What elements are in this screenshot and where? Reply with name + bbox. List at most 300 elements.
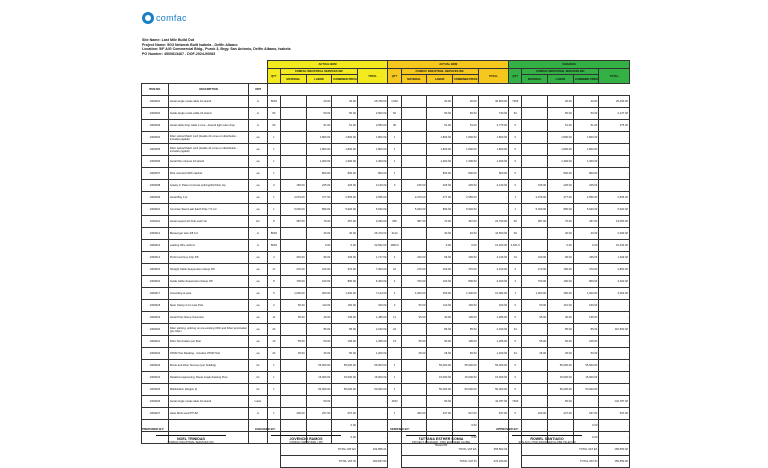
- qty-cell: 24: [509, 324, 522, 336]
- combined-cell: 800.00: [452, 168, 478, 180]
- combined-cell: 50,000.00: [573, 384, 599, 396]
- total-cell: 3,062.00: [599, 288, 630, 300]
- labor-cell: 800.00: [548, 168, 574, 180]
- table-row: [142, 168, 630, 180]
- total-cell: -: [599, 144, 630, 156]
- material-cell: 165.00: [281, 180, 307, 192]
- qty-cell: 1: [267, 192, 280, 204]
- material-cell: 270.00: [281, 264, 307, 276]
- item-no-cell: 1000024: [142, 372, 169, 384]
- labor-cell: 1,800.00: [548, 144, 574, 156]
- total-value: 363,837.83: [357, 456, 387, 468]
- combined-cell: 800.00: [573, 276, 599, 288]
- total-cell: 637.00: [599, 408, 630, 420]
- combined-cell: [573, 396, 599, 408]
- qty-cell: 5: [267, 288, 280, 300]
- total-cell: 3,150.00: [478, 264, 508, 276]
- combined-cell: 2,556.00: [332, 192, 358, 204]
- labor-cell: 85.00: [548, 324, 574, 336]
- total-cell: 32,652.00: [357, 240, 387, 252]
- combined-header: COMBINED PRICE: [332, 75, 358, 84]
- labor-cell: 25.00: [427, 348, 453, 360]
- qty-cell: 4: [388, 276, 401, 288]
- total-cell: -: [599, 432, 630, 444]
- material-cell: 340.00: [401, 252, 427, 264]
- material-cell: [522, 132, 548, 144]
- total-cell: 2,500.00: [357, 108, 387, 120]
- material-cell: 5,030.00: [401, 204, 427, 216]
- combined-cell: 85.00: [452, 324, 478, 336]
- total-cell: 320.00: [478, 300, 508, 312]
- material-cell: [522, 360, 548, 372]
- total-cell: -: [599, 336, 630, 348]
- item-no-cell: 1000007: [142, 168, 169, 180]
- qty-cell: 0: [509, 300, 522, 312]
- qty-cell: 4: [267, 252, 280, 264]
- item-no-cell: 1000011: [142, 216, 169, 228]
- unit-cell: ea: [249, 156, 267, 168]
- unit-cell: ea: [249, 192, 267, 204]
- material-cell: [522, 372, 548, 384]
- qty-cell: 0: [509, 180, 522, 192]
- combined-cell: 1,800.00: [332, 132, 358, 144]
- qty-cell: [388, 204, 401, 216]
- item-no-cell: 1000005: [142, 144, 169, 156]
- qty-cell: 1: [388, 168, 401, 180]
- unit-cell: ea: [249, 264, 267, 276]
- material-cell: 387.00: [281, 216, 307, 228]
- unit-cell: ea: [249, 312, 267, 324]
- material-cell: [281, 420, 307, 432]
- total-cell: 110,500.00: [599, 324, 630, 336]
- combined-cell: 800.00: [332, 276, 358, 288]
- qty-cell: 1: [267, 168, 280, 180]
- total-cell: 5,920.00: [599, 204, 630, 216]
- combined-cell: 370.00: [452, 264, 478, 276]
- qty-cell: 17: [267, 264, 280, 276]
- qty-cell: 0: [509, 372, 522, 384]
- combined-cell: 800.00: [452, 276, 478, 288]
- item-no-cell: 1000001: [142, 96, 169, 108]
- qty-cell: 0: [509, 156, 522, 168]
- labor-cell: 890.00: [548, 204, 574, 216]
- total-cell: -: [357, 396, 387, 408]
- table-row: [142, 240, 630, 252]
- combined-cell: 1,800.00: [452, 144, 478, 156]
- table-row: [142, 396, 630, 408]
- table-row: [142, 360, 630, 372]
- combined-cell: 637.00: [452, 408, 478, 420]
- qty-cell: 4: [388, 288, 401, 300]
- combined-cell: 0.00: [573, 240, 599, 252]
- combined-cell: 85.00: [332, 324, 358, 336]
- qty-cell: 52: [509, 108, 522, 120]
- material-header: MATERIAL: [522, 75, 548, 84]
- item-no-cell: 1000006: [142, 156, 169, 168]
- signature-prepared: [142, 427, 215, 444]
- labor-cell: 0.00: [427, 240, 453, 252]
- total-cell: 5,920.00: [357, 204, 387, 216]
- qty-cell: 1: [509, 288, 522, 300]
- total-cell: 25,460.00: [599, 96, 630, 108]
- group-title-3: VARIANCE: [509, 61, 630, 69]
- labor-cell: 96.00: [306, 252, 332, 264]
- labor-header: LABOR: [427, 75, 453, 84]
- total-cell: 2,556.00: [599, 192, 630, 204]
- description-cell: Fiber Termination per fiber: [168, 336, 249, 348]
- total-cell: 2,040.00: [478, 324, 508, 336]
- unit-cell: lot: [249, 372, 267, 384]
- item-no-cell: 1000026: [142, 396, 169, 408]
- material-cell: 400.00: [522, 408, 548, 420]
- description-cell: Aerial Bay 3 pr: [168, 192, 249, 204]
- combined-cell: 50,000.00: [452, 384, 478, 396]
- signature-checked: [255, 427, 323, 444]
- qty-cell: 1: [267, 408, 280, 420]
- combined-cell: 5,920.00: [332, 204, 358, 216]
- combined-cell: 1,300.00: [573, 156, 599, 168]
- labor-cell: 50,000.00: [306, 384, 332, 396]
- labor-cell: 70.00: [427, 216, 453, 228]
- combined-header: COMBINED PRICE: [452, 75, 478, 84]
- total-label: TOTAL VAT EX: [522, 444, 599, 456]
- material-cell: 1,000.00: [281, 288, 307, 300]
- total-cell: 800.00: [478, 168, 508, 180]
- po-number: PO Number: 4500813467 - DOF-2024-00083: [142, 51, 216, 56]
- combined-cell: 105.00: [573, 336, 599, 348]
- qty-cell: 1: [267, 384, 280, 396]
- labor-cell: 85.00: [427, 324, 453, 336]
- total-label: TOTAL VAT IN: [401, 456, 478, 468]
- qty-cell: 13: [267, 336, 280, 348]
- combined-cell: 0.00: [452, 420, 478, 432]
- material-cell: 95.00: [522, 312, 548, 324]
- labor-cell: 50.00: [548, 108, 574, 120]
- unit-cell: m: [249, 240, 267, 252]
- qty-cell: 26: [509, 216, 522, 228]
- description-cell: Gravity in Place Concrete splicing/bld Fiber top: [168, 180, 249, 192]
- item-no-cell: 1000025: [142, 384, 169, 396]
- item-no-cell: 1000019: [142, 312, 169, 324]
- total-cell: 19,050.00: [599, 216, 630, 228]
- labor-cell: 100.00: [306, 264, 332, 276]
- combined-cell: 1,300.00: [452, 288, 478, 300]
- description-cell: Guide Cable Suspension Clamp 3/8: [168, 276, 249, 288]
- qty-cell: 1: [267, 132, 280, 144]
- table-row: [142, 420, 630, 432]
- unit-cell: lot: [249, 360, 267, 372]
- labor-cell: 225.00: [427, 180, 453, 192]
- table-row: [142, 120, 630, 132]
- unit-cell: ea: [249, 144, 267, 156]
- signature-name: ROWEL SANTIAGO: [512, 435, 582, 441]
- material-cell: [401, 144, 427, 156]
- qty-cell: 24: [267, 348, 280, 360]
- signature-title: COMFAC INDUSTRIAL SERVICES INC.: [167, 441, 215, 444]
- total-cell: 55,000.00: [478, 360, 508, 372]
- labor-cell: 300.00: [548, 288, 574, 300]
- qty-cell: [388, 192, 401, 204]
- total-cell: 2,136.00: [478, 252, 508, 264]
- total-label: TOTAL VAT EX: [401, 444, 478, 456]
- labor-cell: 50,000.00: [427, 384, 453, 396]
- qty-cell: 0: [509, 132, 522, 144]
- description-cell: Grounding at pole: [168, 288, 249, 300]
- total-cell: 1,365.00: [478, 336, 508, 348]
- qty-header: QTY: [267, 69, 280, 84]
- qty-cell: [267, 396, 280, 408]
- qty-cell: 1: [388, 144, 401, 156]
- labor-cell: 51.00: [548, 120, 574, 132]
- labor-cell: 51.00: [427, 120, 453, 132]
- material-header: MATERIAL: [281, 75, 307, 84]
- labor-cell: 477.00: [306, 192, 332, 204]
- material-cell: [522, 120, 548, 132]
- labor-cell: 100.00: [306, 276, 332, 288]
- total-cell: 1,309.00: [599, 252, 630, 264]
- combined-cell: 105.00: [332, 336, 358, 348]
- combined-cell: 225.00: [573, 180, 599, 192]
- description-cell: Fiber splicing, splicing on pre-existing ODF and Fiber termination (per fiber): [168, 324, 249, 336]
- material-cell: [522, 396, 548, 408]
- total-label: TOTAL VAT EX: [281, 444, 358, 456]
- total-cell: 44,560.00: [478, 228, 508, 240]
- labor-cell: 85.00: [306, 324, 332, 336]
- combined-cell: 370.00: [332, 264, 358, 276]
- item-no-cell: 1000013: [142, 240, 169, 252]
- qty-cell: 2: [388, 300, 401, 312]
- labor-cell: 110.00: [427, 300, 453, 312]
- total-cell: 1,717.00: [357, 252, 387, 264]
- total-cell: -: [599, 300, 630, 312]
- labor-cell: 890.00: [306, 204, 332, 216]
- combined-cell: 0.00: [452, 432, 478, 444]
- total-cell: 50,000.00: [357, 384, 387, 396]
- material-cell: [401, 360, 427, 372]
- combined-cell: 0.00: [452, 240, 478, 252]
- qty-cell: 0: [509, 360, 522, 372]
- item-no-cell: 1000023: [142, 360, 169, 372]
- labor-cell: 1,800.00: [427, 132, 453, 144]
- labor-cell: 50.00: [306, 108, 332, 120]
- combined-header: COMBINED PRICE: [573, 75, 599, 84]
- labor-cell: 15,000.00: [548, 372, 574, 384]
- labor-cell: 100.00: [548, 264, 574, 276]
- item-no-cell: 1000016: [142, 276, 169, 288]
- qty-cell: 24: [388, 324, 401, 336]
- material-cell: [401, 120, 427, 132]
- total-cell: -: [599, 312, 630, 324]
- qty-cell: [388, 348, 401, 360]
- total-cell: 730.00: [478, 108, 508, 120]
- total-cell: -: [478, 204, 508, 216]
- total-cell: 2,147.00: [599, 108, 630, 120]
- qty-cell: 4,521.0: [509, 240, 522, 252]
- material-cell: 165.00: [522, 180, 548, 192]
- material-cell: [522, 144, 548, 156]
- total-value: 156,550.00: [599, 456, 630, 468]
- labor-cell: 15,000.00: [427, 372, 453, 384]
- qty-cell: 13: [509, 252, 522, 264]
- labor-cell: 100.00: [427, 264, 453, 276]
- combined-cell: 55,000.00: [452, 360, 478, 372]
- table-row: [142, 348, 630, 360]
- combined-cell: 51.00: [332, 120, 358, 132]
- material-cell: [281, 168, 307, 180]
- labor-cell: 1,800.00: [548, 132, 574, 144]
- project-name: Project Name: 5G3 Network Built Isabela - Delfin Albano: [142, 42, 238, 47]
- material-cell: 400.00: [281, 408, 307, 420]
- combined-cell: 436.00: [332, 252, 358, 264]
- material-cell: [281, 324, 307, 336]
- total-label: TOTAL VAT IN: [281, 456, 358, 468]
- description-cell: Aerial fiber closure 24 strand: [168, 156, 249, 168]
- material-cell: 400.00: [401, 408, 427, 420]
- qty-cell: 0: [509, 168, 522, 180]
- item-no-cell: 1000022: [142, 348, 169, 360]
- total-cell: 22,750.00: [478, 216, 508, 228]
- total-cell: -: [478, 432, 508, 444]
- material-cell: [401, 240, 427, 252]
- total-cell: -: [599, 420, 630, 432]
- item-no-cell: 1000010: [142, 204, 169, 216]
- material-cell: 1,000.00: [401, 288, 427, 300]
- table-row: [142, 96, 630, 108]
- qty-header: QTY: [509, 69, 522, 84]
- project-location: Location: 5/F A/G Commercial Bldg., Purok 3, Brgy. San Antonio, Delfin Albano, Isabela: [142, 47, 291, 52]
- qty-cell: 8603: [267, 96, 280, 108]
- labor-cell: 110.00: [306, 300, 332, 312]
- combined-cell: 637.00: [573, 408, 599, 420]
- signature-approved: [496, 427, 576, 444]
- total-cell: 2,775.00: [478, 120, 508, 132]
- combined-cell: 50,000.00: [332, 384, 358, 396]
- total-cell: 7,143.00: [357, 288, 387, 300]
- material-cell: 55.00: [522, 336, 548, 348]
- unit-cell: ea: [249, 324, 267, 336]
- material-cell: 700.00: [401, 276, 427, 288]
- description-cell: Aerial single mode cable 24 strand: [168, 396, 249, 408]
- logo-text: comfac: [156, 13, 187, 23]
- labor-cell: 800.00: [427, 168, 453, 180]
- material-cell: [281, 144, 307, 156]
- combined-cell: 1,300.00: [332, 156, 358, 168]
- qty-cell: 1: [388, 384, 401, 396]
- total-cell: 275.00: [599, 120, 630, 132]
- material-cell: [281, 396, 307, 408]
- combined-cell: 0.00: [573, 432, 599, 444]
- description-cell: [168, 420, 249, 432]
- labor-cell: 50.00: [548, 336, 574, 348]
- combined-cell: 457.00: [573, 216, 599, 228]
- qty-cell: 4: [388, 252, 401, 264]
- qty-cell: 500: [388, 216, 401, 228]
- qty-cell: 2114: [388, 228, 401, 240]
- combined-cell: 436.00: [452, 252, 478, 264]
- unit-cell: km: [249, 216, 267, 228]
- description-cell: Pole mounted ODF cabinet: [168, 168, 249, 180]
- qty-cell: 1: [388, 360, 401, 372]
- labor-cell: 96.00: [548, 252, 574, 264]
- description-cell: Straight Cable Suspension Clamp 3/8: [168, 264, 249, 276]
- table-row: [142, 108, 630, 120]
- qty-cell: 1543: [388, 396, 401, 408]
- labor-cell: 477.00: [548, 192, 574, 204]
- labor-cell: 25.00: [306, 348, 332, 360]
- description-cell: Mobilization (Region 2): [168, 384, 249, 396]
- total-cell: 42,787.00: [478, 396, 508, 408]
- material-cell: [522, 384, 548, 396]
- qty-cell: 7063: [509, 96, 522, 108]
- material-cell: 340.00: [281, 252, 307, 264]
- material-cell: [281, 228, 307, 240]
- description-cell: OTDR Test Reading - includes OTDR Test: [168, 348, 249, 360]
- description-cell: Span Clamp 2 ton Last Pole: [168, 300, 249, 312]
- total-cell: -: [478, 192, 508, 204]
- bom-table: [141, 60, 630, 468]
- material-cell: 270.00: [522, 264, 548, 276]
- total-cell: 3,130.00: [357, 180, 387, 192]
- material-cell: 2,079.00: [522, 192, 548, 204]
- material-cell: [401, 384, 427, 396]
- combined-cell: 800.00: [573, 168, 599, 180]
- material-cell: [401, 372, 427, 384]
- labor-cell: 1,800.00: [306, 132, 332, 144]
- description-cell: Messenger wire 3/8 1/4: [168, 228, 249, 240]
- signature-role: PREPARED BY:: [142, 427, 165, 431]
- signature-role: CHECKED BY:: [255, 427, 276, 431]
- unit-cell: ea: [249, 168, 267, 180]
- material-cell: 5,030.00: [522, 204, 548, 216]
- material-cell: 270.00: [401, 264, 427, 276]
- combined-cell: 436.00: [573, 252, 599, 264]
- total-cell: 25,769.00: [357, 96, 387, 108]
- total-cell: 55,000.00: [357, 360, 387, 372]
- labor-header: LABOR: [306, 75, 332, 84]
- labor-cell: 890.00: [427, 204, 453, 216]
- qty-cell: 0: [509, 408, 522, 420]
- total-cell: -: [599, 360, 630, 372]
- labor-cell: 477.00: [427, 192, 453, 204]
- total-cell: 800.00: [357, 168, 387, 180]
- material-cell: 5,030.00: [281, 204, 307, 216]
- combined-cell: 135.00: [332, 312, 358, 324]
- total-cell: -: [599, 384, 630, 396]
- combined-cell: 0.00: [332, 240, 358, 252]
- total-cell: 3,130.00: [478, 180, 508, 192]
- material-cell: 25.00: [522, 348, 548, 360]
- unit-cell: [249, 432, 267, 444]
- item-no-cell: 1000009: [142, 192, 169, 204]
- labor-cell: 50.00: [306, 396, 332, 408]
- signature-title: SITE ACQ / PMO ENGINEER GLOBE TELECOM: [518, 441, 576, 444]
- qty-cell: 50: [267, 120, 280, 132]
- qty-cell: 12: [388, 264, 401, 276]
- combined-cell: 20.00: [452, 96, 478, 108]
- total-cell: 637.00: [478, 408, 508, 420]
- group-title-2: ACTUAL BOM: [388, 61, 509, 69]
- table-row: [142, 408, 630, 420]
- total-cell: -: [599, 156, 630, 168]
- total-cell: 50,000.00: [478, 384, 508, 396]
- material-cell: 387.00: [401, 216, 427, 228]
- qty-cell: 1: [267, 360, 280, 372]
- qty-cell: 1: [267, 372, 280, 384]
- table-row: [142, 276, 630, 288]
- material-cell: 1,000.00: [522, 288, 548, 300]
- unit-cell: lot: [249, 384, 267, 396]
- total-cell: 6,400.00: [357, 276, 387, 288]
